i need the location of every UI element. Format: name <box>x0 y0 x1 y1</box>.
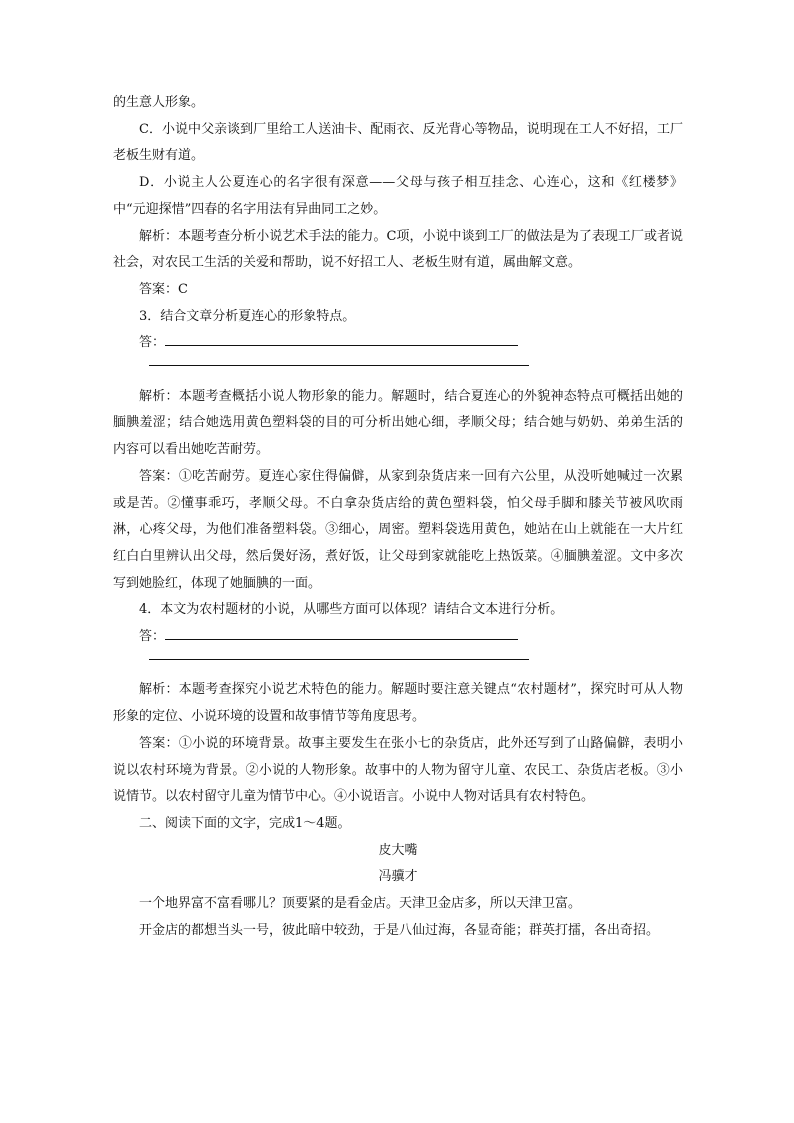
answer-blank-line[interactable] <box>165 331 518 346</box>
analysis-2: 解析：本题考查分析小说艺术手法的能力。C项，小说中谈到工厂的做法是为了表现工厂或者说社会，对农民工生活的关爱和帮助，说不好招工人、老板生财有道，属曲解文意。 <box>113 228 683 271</box>
answer-3-line2[interactable] <box>113 357 683 384</box>
option-c: C．小说中父亲谈到厂里给工人送油卡、配雨衣、反光背心等物品，说明现在工人不好招，工厂老板生财有道。 <box>113 121 683 164</box>
document-page <box>113 90 683 944</box>
answer-2: 答案：C <box>139 281 188 297</box>
question-3: 3．结合文章分析夏连心的形象特点。 <box>139 308 356 324</box>
paragraph-1: 的生意人形象。 <box>113 95 205 110</box>
analysis-3: 解析：本题考查概括小说人物形象的能力。解题时，结合夏连心的外貌神态特点可概括出她的腼腆羞涩；结合她选用黄色塑料袋的目的可分析出她心细，孝顺父母；结合她与奶奶、弟弟生活的内容可以看出她吃苦耐劳。 <box>113 388 683 458</box>
story-author: 冯骥才 <box>378 869 418 885</box>
story-paragraph-1: 一个地界富不富看哪儿？顶要紧的是看金店。天津卫金店多，所以天津卫富。 <box>139 896 582 912</box>
answer-label: 答： <box>139 335 166 351</box>
answer-4: 答案：①小说的环境背景。故事主要发生在张小七的杂货店，此外还写到了山路偏僻，表明小说以农村环境为背景。②小说的人物形象。故事中的人物为留守儿童、农民工、杂货店老板。③小说情节。以农村留守儿童为情节中心。④小说语言。小说中人物对话具有农村特色。 <box>113 735 683 805</box>
answer-4-line2[interactable] <box>113 651 683 678</box>
story-title: 皮大嘴 <box>378 842 418 858</box>
answer-label: 答： <box>139 629 166 645</box>
option-d: D．小说主人公夏连心的名字很有深意——父母与孩子相互挂念、心连心，这和《红楼梦》中“元迎探惜”四春的名字用法有异曲同工之妙。 <box>113 175 683 217</box>
analysis-4: 解析：本题考查探究小说艺术特色的能力。解题时要注意关键点“农村题材”，探究时可从人物形象的定位、小说环境的设置和故事情节等角度思考。 <box>113 682 683 725</box>
answer-3-prompt <box>113 330 683 357</box>
answer-4-prompt <box>113 624 683 651</box>
story-paragraph-2: 开金店的都想当头一号，彼此暗中较劲，于是八仙过海，各显奇能；群英打擂，各出奇招。 <box>139 922 660 938</box>
question-4: 4．本文为农村题材的小说，从哪些方面可以体现？请结合文本进行分析。 <box>139 602 564 618</box>
answer-3: 答案：①吃苦耐劳。夏连心家住得偏僻，从家到杂货店来一回有六公里，从没听她喊过一次累或是苦。②懂事乖巧，孝顺父母。不白拿杂货店给的黄色塑料袋，怕父母手脚和膝关节被风吹雨淋，心疼父母，为他们准备塑料袋。③细心，周密。塑料袋选用黄色，她站在山上就能在一大片红红白白里辨认出父母，然后煲好汤，煮好饭，让父母到家就能吃上热饭菜。④腼腆羞涩。文中多次写到她脸红，体现了她腼腆的一面。 <box>113 468 683 591</box>
section-two-heading: 二、阅读下面的文字，完成1～4题。 <box>139 815 351 831</box>
answer-blank-line[interactable] <box>165 625 518 640</box>
